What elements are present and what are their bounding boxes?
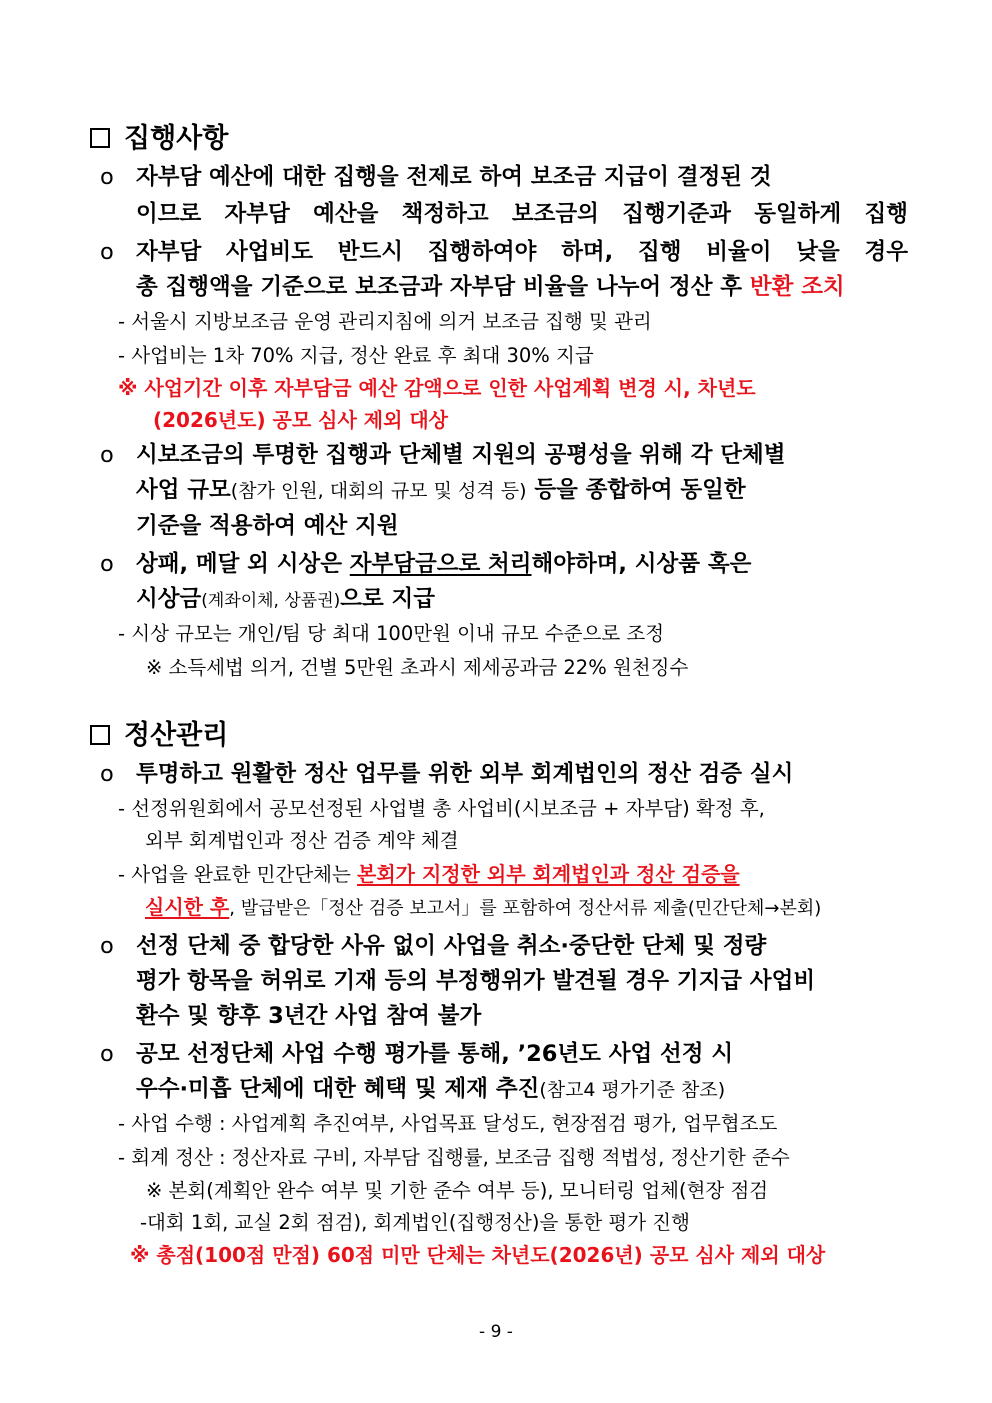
reference-note-continuation: -대회 1회, 교실 2회 점검), 회계법인(집행정산)을 통한 평가 진행	[140, 1211, 690, 1234]
bullet-continuation	[136, 269, 845, 301]
bullet-marker: o	[100, 761, 114, 787]
bullet-marker: o	[100, 1041, 114, 1067]
dash-text: , 발급받은「정산 검증 보고서」를 포함하여 정산서류 제출(민간단체→본회)	[229, 898, 822, 919]
bullet-continuation: 환수 및 향후 3년간 사업 참여 불가	[136, 1003, 482, 1029]
bullet-item	[100, 928, 908, 960]
bullet-continuation: 평가 항목을 허위로 기재 등의 부정행위가 발견될 경우 기지급 사업비	[136, 968, 816, 994]
bullet-text: 자부담 사업비도 반드시 집행하여야 하며, 집행 비율이 낮을 경우	[136, 239, 908, 265]
section-title: 정산관리	[124, 720, 229, 751]
bullet-continuation	[136, 1071, 725, 1103]
bullet-text: 등을 종합하여 동일한	[526, 477, 746, 503]
bullet-item	[100, 546, 908, 578]
bullet-item	[100, 234, 908, 266]
bullet-continuation	[136, 581, 435, 613]
bullet-marker: o	[100, 442, 114, 468]
dash-continuation	[145, 891, 821, 920]
highlight-underlined-text: 본회가 지정한 외부 회계법인과 정산 검증을	[357, 862, 740, 886]
warning-note: ※ 사업기간 이후 자부담금 예산 감액으로 인한 사업계획 변경 시, 차년도	[118, 376, 756, 400]
bullet-marker: o	[100, 164, 114, 190]
bullet-marker: o	[100, 933, 114, 959]
bullet-text: 공모 선정단체 사업 수행 평가를 통해, ’26년도 사업 선정 시	[136, 1041, 734, 1067]
reference-note: ※ 소득세법 의거, 건별 5만원 초과시 제세공과금 22% 원천징수	[146, 656, 689, 679]
bullet-marker: o	[100, 239, 114, 265]
dash-continuation: 외부 회계법인과 정산 검증 계약 체결	[145, 829, 459, 852]
bullet-text: 사업 규모	[136, 477, 231, 503]
bullet-text: 으로 지급	[340, 586, 436, 612]
bullet-text: 선정 단체 중 합당한 사유 없이 사업을 취소·중단한 단체 및 정량	[136, 933, 767, 959]
reference-note: ※ 본회(계획안 완수 여부 및 기한 준수 여부 등), 모니터링 업체(현장 점검	[146, 1179, 769, 1202]
highlight-text: 반환 조치	[749, 274, 845, 300]
bullet-text: 시보조금의 투명한 집행과 단체별 지원의 공평성을 위해 각 단체별	[136, 442, 786, 468]
bullet-text: 시상금	[136, 586, 202, 612]
bullet-text: 총 집행액을 기준으로 보조금과 자부담 비율을 나누어 정산 후	[136, 274, 750, 300]
dash-item: - 사업 수행 : 사업계획 추진여부, 사업목표 달성도, 현장점검 평가, 업무협조도	[118, 1112, 778, 1135]
dash-item: - 사업비는 1차 70% 지급, 정산 완료 후 최대 30% 지급	[118, 344, 594, 367]
section-heading-execution	[90, 116, 228, 155]
bullet-item	[100, 1036, 908, 1068]
warning-note-continuation: (2026년도) 공모 심사 제외 대상	[153, 408, 448, 432]
bullet-item	[100, 437, 908, 469]
highlight-underlined-text: 실시한 후	[145, 895, 230, 919]
dash-item: - 시상 규모는 개인/팀 당 최대 100만원 이내 규모 수준으로 조정	[118, 622, 665, 645]
bullet-continuation	[136, 472, 908, 504]
bullet-continuation: 이므로 자부담 예산을 책정하고 보조금의 집행기준과 동일하게 집행	[136, 201, 908, 227]
bullet-text: 우수·미흡 단체에 대한 혜택 및 제재 추진	[136, 1076, 540, 1102]
warning-note: ※ 총점(100점 만점) 60점 미만 단체는 차년도(2026년) 공모 심사 제외 대상	[130, 1243, 826, 1267]
dash-item: - 서울시 지방보조금 운영 관리지침에 의거 보조금 집행 및 관리	[118, 310, 652, 333]
bullet-text: 상패, 메달 외 시상은	[136, 551, 350, 577]
bullet-text: 투명하고 원활한 정산 업무를 위한 외부 회계법인의 정산 검증 실시	[136, 761, 794, 787]
section-title: 집행사항	[124, 123, 229, 154]
dash-item: - 선정위원회에서 공모선정된 사업별 총 사업비(시보조금 + 자부담) 확정 후,	[118, 797, 765, 820]
parenthetical-text: (참고4 평가기준 참조)	[539, 1079, 726, 1101]
dash-item	[118, 858, 740, 887]
underlined-text: 자부담금으로 처리	[349, 551, 532, 577]
dash-text: - 사업을 완료한 민간단체는	[118, 863, 358, 886]
bullet-text: 자부담 예산에 대한 집행을 전제로 하여 보조금 지급이 결정된 것	[136, 164, 772, 190]
parenthetical-text: (계좌이체, 상품권)	[201, 591, 341, 611]
bullet-item	[100, 756, 908, 788]
checkbox-square-icon	[90, 128, 110, 148]
bullet-text: 해야하며, 시상품 혹은	[531, 551, 752, 577]
bullet-item	[100, 159, 908, 191]
section-heading-settlement	[90, 713, 228, 752]
page-number: - 9 -	[479, 1322, 513, 1342]
bullet-continuation: 기준을 적용하여 예산 지원	[136, 513, 399, 539]
checkbox-square-icon	[90, 725, 110, 745]
parenthetical-text: (참가 인원, 대회의 규모 및 성격 등)	[230, 480, 527, 502]
bullet-marker: o	[100, 551, 114, 577]
dash-item: - 회계 정산 : 정산자료 구비, 자부담 집행률, 보조금 집행 적법성, 정산기한 준수	[118, 1146, 790, 1169]
